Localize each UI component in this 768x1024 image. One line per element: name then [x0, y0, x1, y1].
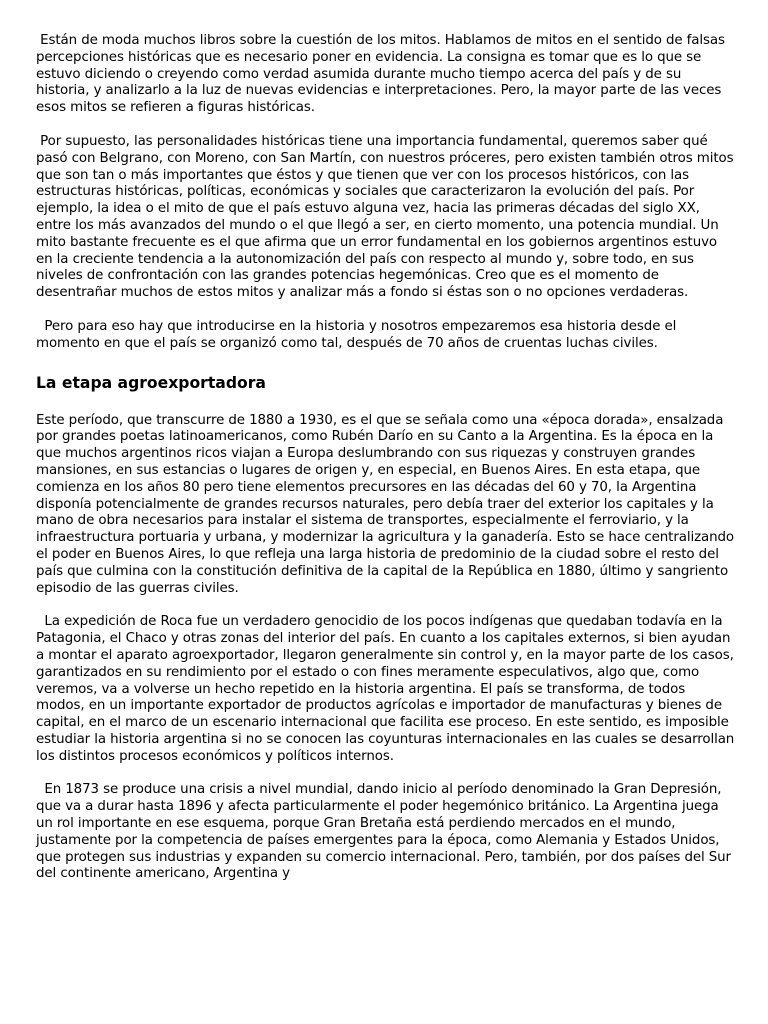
heading-gap	[36, 353, 736, 373]
heading-gap	[36, 393, 736, 413]
intro-paragraph-3: Pero para eso hay que introducirse en la historia y nosotros empezaremos esa historia desde el momento en que el país se organizó como tal, después de 70 años de cruentas luchas civiles.	[36, 318, 681, 351]
intro-paragraph-1: Están de moda muchos libros sobre la cuestión de los mitos. Hablamos de mitos en el sentido de falsas percepciones históricas que es necesario poner en evidencia. La consigna es tomar que es lo que se estuvo diciendo o creyendo como verdad asumida durante mucho tiempo acerca del país y de su historia, y analizarlo a la luz de nuevas evidencias e interpretaciones. Pero, la mayor parte de las veces esos mitos se refieren a figuras históricas.	[36, 33, 730, 116]
section-paragraph-1: Este período, que transcurre de 1880 a 1930, es el que se señala como una «época dorada», ensalzada por grandes poetas latinoamericanos, como Rubén Darío en su Canto a la Argentina. Es la época en la que muchos argentinos ricos viajan a Europa deslumbrando con sus riquezas y construyen grandes mansiones, en sus estancias o lugares de origen y, en especial, en Buenos Aires. En esta etapa, que comienza en los años 80 pero tiene elementos precursores en las décadas del 60 y 70, la Argentina disponía potencialmente de grandes recursos naturales, pero debía traer del exterior los capitales y la mano de obra necesarios para instalar el sistema de transportes, especialmente el ferroviario, y la infraestructura portuaria y urbana, y modernizar la agricultura y la ganadería. Esto se hace centralizando el poder en Buenos Aires, lo que refleja una larga historia de predominio de la ciudad sobre el resto del país que culmina con la constitución definitiva de la capital de la República en 1880, último y sangriento episodio de las guerras civiles.	[36, 412, 739, 596]
section-paragraph-3: En 1873 se produce una crisis a nivel mundial, dando inicio al período denominado la Gran Depresión, que va a durar hasta 1896 y afecta particularmente el poder hegemónico británico. La Argentina juega un rol importante en ese esquema, porque Gran Bretaña está perdiendo mercados en el mundo, justamente por la competencia de países emergentes para la época, como Alemania y Estados Unidos, que protegen sus industrias y expanden su comercio internacional. Pero, también, por dos países del Sur del continente americano, Argentina y	[36, 782, 736, 882]
paragraph-gap	[36, 597, 736, 614]
intro-paragraph-2: Por supuesto, las personalidades históricas tiene una importancia fundamental, queremos saber qué pasó con Belgrano, con Moreno, con San Martín, con nuestros próceres, pero existen también otros mitos que son tan o más importantes que éstos y que tienen que ver con los procesos históricos, con las estructuras históricas, políticas, económicas y sociales que caracterizaron la evolución del país. Por ejemplo, la idea o el mito de que el país estuvo alguna vez, hacia las primeras décadas del siglo XX, entre los más avanzados del mundo o el que llegó a ser, en cierto momento, una potencia mundial. Un mito bastante frecuente es el que afirma que un error fundamental en los gobiernos argentinos estuvo en la creciente tendencia a la autonomización del país con respecto al mundo y, sobre todo, en sus niveles de confrontación con las grandes potencias hegemónicas. Creo que es el momento de desentrañar muchos de estos mitos y analizar más a fondo si éstas son o no opciones verdaderas.	[36, 133, 738, 301]
paragraph-gap	[36, 117, 736, 134]
document-page	[36, 33, 739, 883]
paragraph-gap	[36, 765, 736, 782]
section-paragraph-2: La expedición de Roca fue un verdadero genocidio de los pocos indígenas que quedaban todavía en la Patagonia, el Chaco y otras zonas del interior del país. En cuanto a los capitales externos, si bien ayudan a montar el aparato agroexportador, llegaron generalmente sin control y, en la mayor parte de los casos, garantizados en su rendimiento por el estado o con fines meramente especulativos, algo que, como veremos, va a volverse un hecho repetido en la historia argentina. El país se transforma, de todos modos, en un importante exportador de productos agrícolas e importador de manufacturas y bienes de capital, en el marco de un escenario internacional que facilita ese proceso. En este sentido, es imposible estudiar la historia argentina si no se conocen las coyunturas internacionales en las cuales se desarrollan los distintos procesos económicos y políticos internos.	[36, 614, 739, 764]
section-heading: La etapa agroexportadora	[36, 373, 266, 392]
paragraph-gap	[36, 302, 736, 319]
